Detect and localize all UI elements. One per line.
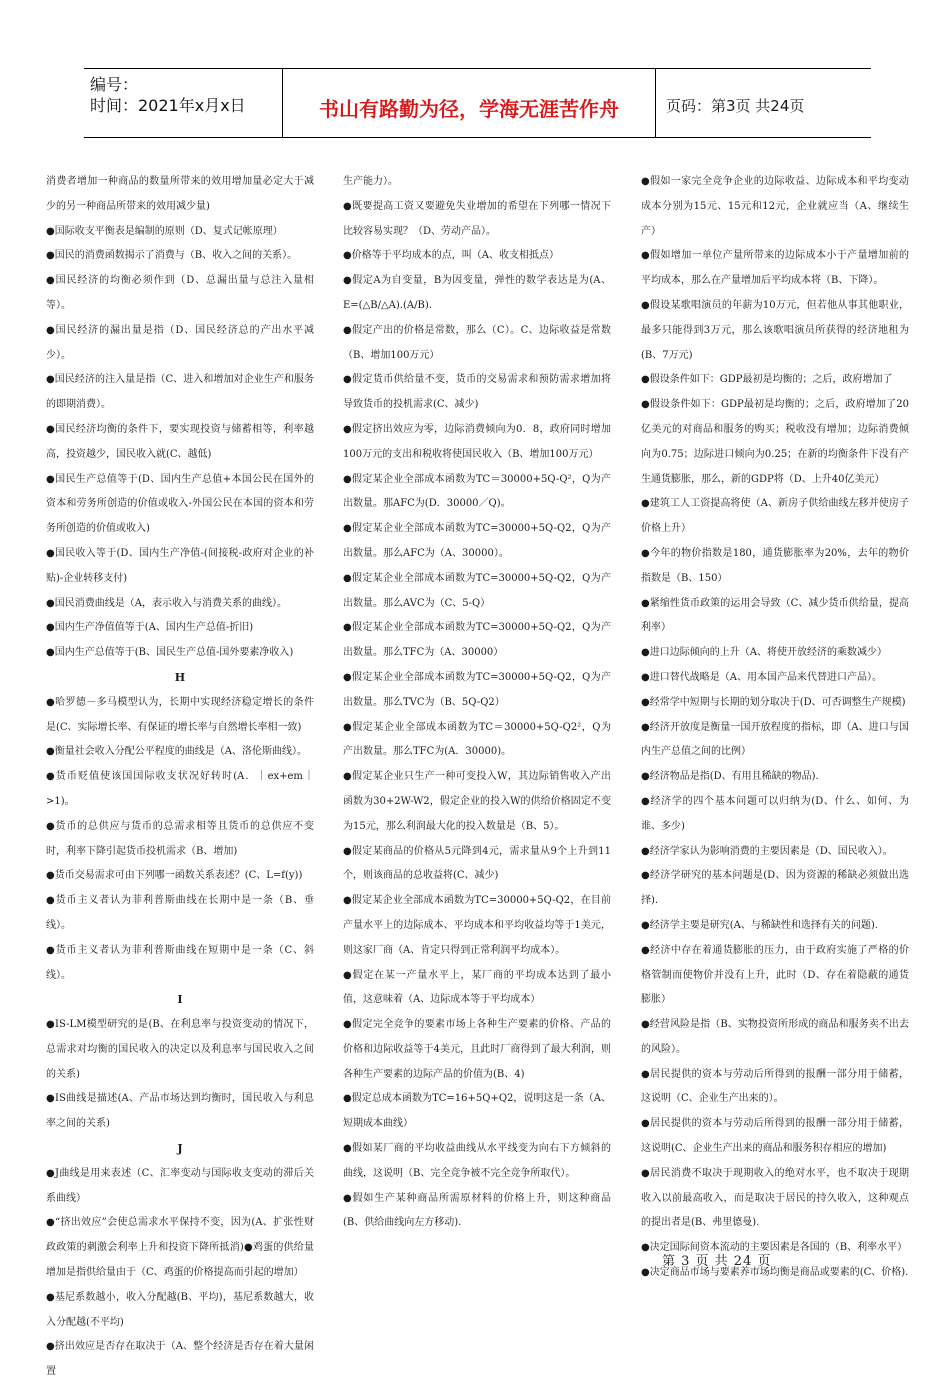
question-item: ●经济学主要是研究(A、与稀缺性和选择有关的问题). (641, 919, 878, 931)
question-item: ●货币主义者认为菲利普斯曲线在长期中是一条（B、垂线）。 (46, 895, 314, 931)
question-item: ●居民提供的资本与劳动后所得到的报酬一部分用于储蓄，这说明（C、企业生产出来的）。 (641, 1068, 909, 1105)
question-item: ●国民的消费函数揭示了消费与（B、收入之间的关系）。 (46, 250, 298, 262)
question-item: ●假定某企业全部成本函数为TC=30000+5Q-Q2，在目前产量水平上的边际成本、平均成本和平均收益均等于1美元，则这家厂商（A、肯定只得到正常利润平均成本）。 (343, 895, 611, 956)
column-1 (46, 170, 314, 1385)
question-item: ●国民经济的漏出量是指（D、国民经济总的产出水平减少）。 (46, 324, 314, 361)
question-item: ●国民经济的注入量是指（C、进入和增加对企业生产和服务的即期消费）。 (46, 374, 314, 411)
question-item: ●假定A为自变量，B为因变量，弹性的数学表达是为(A、E=(△B/△A).(A/B). (343, 275, 611, 311)
question-item: ●货币交易需求可由下列哪一函数关系表述？(C、L=f(y)) (46, 870, 303, 882)
question-item: ●国际收支平衡表是编制的原则（D、复式记帐原理） (46, 225, 283, 237)
section-letter: J (177, 1142, 183, 1156)
section-letter: I (177, 993, 183, 1007)
question-item: ●既要提高工资又要避免失业增加的希望在下列哪一情况下比较容易实现？（D、劳动产品）。 (343, 200, 611, 237)
question-item: ●假定产出的价格是常数，那么（C）。C、边际收益是常数（B、增加100万元） (343, 324, 611, 361)
question-item: ●IS曲线是描述(A、产品市场达到均衡时，国民收入与利息率之间的关系) (46, 1093, 314, 1130)
column-2 (343, 170, 611, 1236)
question-item: ●假定某企业全部成本函数为TC=30000+5Q-Q2，Q为产出数量。那么TFC为（A、30000） (343, 622, 611, 659)
question-item: ●决定商品市场与要素养市场均衡是商品或要素的(C、价格). (641, 1267, 909, 1279)
question-item: ●今年的物价指数是180，通货膨胀率为20%，去年的物价指数是（B、150） (641, 547, 909, 584)
question-item: ●居民提供的资本与劳动后所得到的报酬一部分用于储蓄，这说明(C、企业生产出来的商品和服务积存相应的增加) (641, 1118, 909, 1155)
question-item: ●货币主义者认为菲利普斯曲线在短期中是一条（C、斜线）。 (46, 944, 314, 981)
question-item: ●居民消费不取决于现期收入的绝对水平，也不取决于现期收入以前最高收入，而是取决于居民的持久收入，这种观点的提出者是(B、弗里德曼). (641, 1167, 909, 1229)
question-item: ●经济开放度是衡量一国开放程度的指标，即（A、进口与国内生产总值之间的比例） (641, 721, 909, 758)
question-item: ●假定某商品的价格从5元降到4元，需求量从9个上升到11个，则该商品的总收益将(C、减少) (343, 845, 611, 882)
question-item: ●假定某企业全部成本函数为TC=30000+5Q-Q2，Q为产出数量。那么AVC为（C、5-Q） (343, 572, 611, 609)
question-item: ●假如一家完全竞争企业的边际收益、边际成本和平均变动成本分别为15元、15元和12元，企业就应当（A、继续生产） (641, 176, 909, 237)
question-item: ●货币的总供应与货币的总需求相等且货币的总供应不变时，利率下降引起货币投机需求（B、增加) (46, 820, 314, 857)
page-code: 页码：第3页 共24页 (666, 97, 805, 115)
question-item: ●衡量社会收入分配公平程度的曲线是（A、洛伦斯曲线）。 (46, 746, 307, 758)
question-item: ●紧缩性货币政策的运用会导致（C、减少货币供给量，提高利率） (641, 597, 909, 634)
motto: 书山有路勤为径，学海无涯苦作舟 (319, 97, 619, 121)
question-item: ●假如增加一单位产量所带来的边际成本小于产量增加前的平均成本，那么在产量增加后平均成本将（B、下降）。 (641, 250, 909, 287)
question-item: ●“挤出效应”会使总需求水平保持不变，因为(A、扩张性财政政策的刺激会利率上升和投资下降所抵消)●鸡蛋的供给量增加是指供给量由于（C、鸡蛋的价格提高而引起的增加） (46, 1217, 314, 1279)
question-item: ●进口替代战略是（A、用本国产品来代替进口产品）。 (641, 671, 882, 683)
header-info-cell (84, 69, 283, 137)
question-item: ●J曲线是用来表述（C、汇率变动与国际收支变动的滞后关系曲线） (46, 1167, 314, 1204)
question-item: ●IS-LM模型研究的是(B、在利息率与投资变动的情况下，总需求对均衡的国民收入的决定以及利息率与国民收入之间的关系) (46, 1019, 314, 1080)
question-item: ●决定国际间资本流动的主要因素是各国的（B、利率水平） (641, 1242, 908, 1254)
column-3 (641, 170, 909, 1286)
question-item: ●经济物品是指(D、有用且稀缺的物品). (641, 771, 819, 783)
question-item: ●进口边际倾向的上升（A、将使开放经济的乘数减少） (641, 647, 887, 659)
question-item: ●建筑工人工资提高将使（A、新房子供给曲线左移并使房子价格上升） (641, 498, 909, 535)
question-item: ●假定挤出效应为零，边际消费倾向为0．8，政府同时增加100万元的支出和税收将使国民收入（B、增加100万元） (343, 423, 611, 460)
question-item: ●假设某歌唱演员的年薪为10万元，但若他从事其他职业，最多只能得到3万元，那么该歌唱演员所获得的经济地租为(B、7万元) (641, 299, 909, 361)
question-item: ●假定某企业只生产一种可变投入W，其边际销售收入产出函数为30+2W-W2，假定企业的投入W的供给价格固定不变为15元，那么利润最大化的投入数量是（B、5）。 (343, 771, 611, 832)
question-item: ●假定某企业全部成本函数为TC＝30000+5Q-Q²，Q为产出数量。那AFC为(D．30000／Q)。 (343, 473, 611, 510)
question-item: ●国民生产总值等于(D、国内生产总值+本国公民在国外的资本和劳务所创造的价值或收入-外国公民在本国的资本和劳务所创造的价值或收入) (46, 473, 314, 535)
question-item: ●国民经济的均衡必须作到（D、总漏出量与总注入量相等）。 (46, 275, 314, 311)
question-item: 消费者增加一种商品的数量所带来的效用增加量必定大于减少的另一种商品所带来的效用减少量) (46, 176, 314, 212)
question-item: ●国民消费曲线是（A，表示收入与消费关系的曲线）。 (46, 597, 287, 609)
question-item: ●国内生产总值等于(B、国民生产总值-国外要素净收入) (46, 647, 294, 659)
code-label: 编号： (90, 75, 139, 94)
header-motto-cell (283, 69, 656, 137)
question-item: ●经常学中短期与长期的划分取决于(D、可否调整生产规模) (641, 696, 906, 708)
question-item: ●经济学的四个基本问题可以归纳为(D、什么、如何、为谁、多少) (641, 795, 909, 832)
question-item: ●经济学家认为影响消费的主要因素是（D、国民收入）。 (641, 845, 893, 857)
question-item: ●假定在某一产量水平上，某厂商的平均成本达到了最小值，这意味着（A、边际成本等于平均成本） (343, 969, 611, 1006)
time-label: 时间：2021年x月x日 (90, 96, 246, 115)
question-item: ●假定某企业全部成本函数为TC=30000+5Q-Q2，Q为产出数量。那么AFC为（A、30000）。 (343, 523, 611, 559)
page-footer: 第 3 页 共 24 页 (662, 1254, 772, 1269)
question-item: ●假设条件如下：GDP最初是均衡的；之后，政府增加了 (641, 374, 893, 386)
question-item: ●经营风险是指（B、实物投资所形成的商品和服务卖不出去的风险）。 (641, 1019, 909, 1055)
question-item: ●假定完全竞争的要素市场上各种生产要素的价格、产品的价格和边际收益等于4美元，且此时厂商得到了最大利润，则各种生产要素的边际产品的价值为(B、4) (343, 1019, 611, 1080)
header-page-cell (656, 69, 871, 137)
question-item: ●假定总成本函数为TC=16+5Q+Q2，说明这是一条（A、短期成本曲线） (343, 1093, 611, 1130)
question-item: ●假定某企业全部成本函数为TC＝30000+5Q-Q2²，Q为产出数量。那么TFC为(A．30000)。 (343, 721, 611, 758)
question-item: ●国民收入等于(D、国内生产净值-(间接税-政府对企业的补贴)-企业转移支付) (46, 547, 314, 584)
question-item: ●货币贬值使该国国际收支状况好转时(A．｜ex+em｜>1)。 (46, 771, 314, 807)
question-item: ●假定货币供给量不变，货币的交易需求和预防需求增加将导致货币的投机需求(C、减少) (343, 374, 611, 411)
question-item: ●假如某厂商的平均收益曲线从水平线变为向右下方倾斜的曲线，这说明（B、完全竞争被不完全竞争所取代）。 (343, 1143, 611, 1179)
question-item: ●假定某企业全部成本函数为TC=30000+5Q-Q2，Q为产出数量。那么TVC为（B、5Q-Q2） (343, 671, 611, 708)
question-item: ●挤出效应是否存在取决于（A、整个经济是否存在着大量闲置 (46, 1341, 314, 1378)
question-item: ●价格等于平均成本的点，叫（A、收支相抵点） (343, 250, 559, 262)
question-item: ●假如生产某种商品所需原材料的价格上升，则这种商品(B、供给曲线向左方移动). (343, 1192, 611, 1229)
question-item: ●假设条件如下：GDP最初是均衡的；之后，政府增加了20亿美元的对商品和服务的购买；税收没有增加；边际消费倾向为0.75；边际进口倾向为0.25；在新的均衡条件下没有产生通货膨胀，那么，新的GDP将（D、上升40亿美元） (641, 399, 909, 485)
question-item: ●哈罗德－多马模型认为，长期中实现经济稳定增长的条件是(C、实际增长率、有保证的增长率与自然增长率相一致) (46, 696, 314, 733)
question-item: ●基尼系数越小，收入分配越(B、平均)，基尼系数越大，收入分配越(不平均) (46, 1291, 314, 1328)
section-letter: H (174, 670, 186, 684)
question-item: ●国民经济均衡的条件下，要实现投资与储蓄相等，利率越高，投资越少，国民收入就(C、越低) (46, 423, 314, 460)
question-item: ●国内生产净值值等于(A、国内生产总值-折旧) (46, 622, 254, 634)
question-item: ●经济中存在着通货膨胀的压力，由于政府实施了严格的价格管制而使物价并没有上升，此时（D、存在着隐蔽的通货膨胀） (641, 944, 909, 1006)
question-item: 生产能力）。 (343, 176, 398, 187)
question-item: ●经济学研究的基本问题是(D、因为资源的稀缺必须做出选择). (641, 870, 909, 907)
page-header (84, 68, 871, 138)
